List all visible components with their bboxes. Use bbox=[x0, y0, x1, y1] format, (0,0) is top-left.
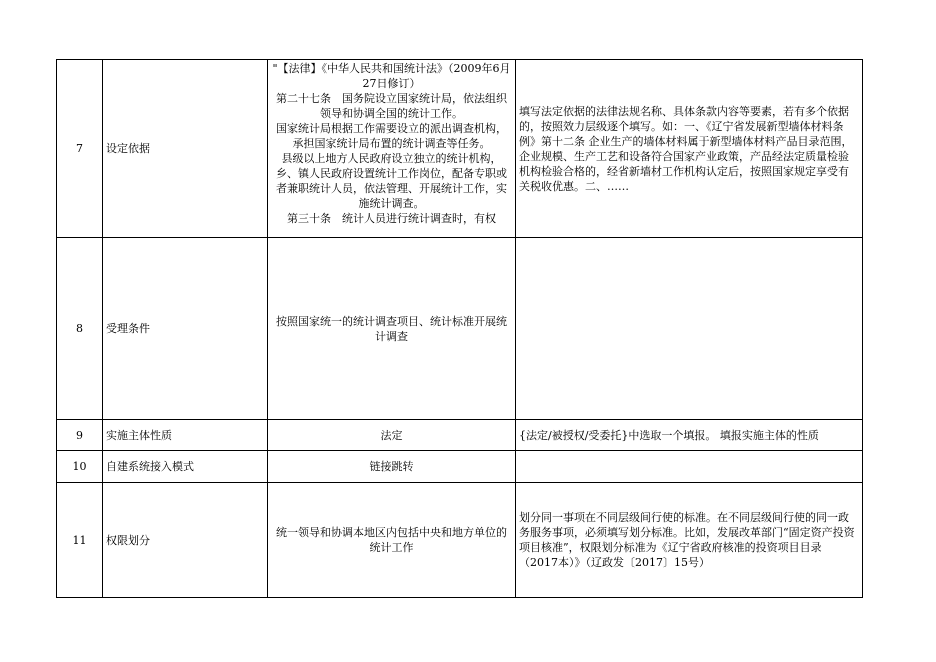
table-row bbox=[57, 238, 863, 420]
row-number-cell[interactable]: 8 bbox=[57, 238, 103, 420]
row-number-cell[interactable]: 9 bbox=[57, 420, 103, 451]
content-line: 第三十条 统计人员进行统计调查时，有权 bbox=[287, 211, 496, 225]
row-number-cell[interactable]: 7 bbox=[57, 60, 103, 238]
item-name-cell[interactable]: 实施主体性质 bbox=[103, 420, 268, 451]
table-row bbox=[57, 451, 863, 483]
content-cell[interactable]: 法定 bbox=[268, 420, 516, 451]
item-name-cell[interactable]: 权限划分 bbox=[103, 483, 268, 598]
row-number-cell[interactable]: 11 bbox=[57, 483, 103, 598]
note-cell[interactable] bbox=[516, 451, 863, 483]
note-cell[interactable]: {法定/被授权/受委托}中选取一个填报。 填报实施主体的性质 bbox=[516, 420, 863, 451]
content-line: 第二十七条 国务院设立国家统计局，依法组织领导和协调全国的统计工作。 bbox=[276, 91, 507, 120]
spreadsheet-table bbox=[56, 59, 863, 598]
item-name-cell[interactable]: 自建系统接入模式 bbox=[103, 451, 268, 483]
content-line: 县级以上地方人民政府设立独立的统计机构，乡、镇人民政府设置统计工作岗位，配备专职或者兼职统计人员，依法管理、开展统计工作，实施统计调查。 bbox=[276, 151, 507, 210]
note-cell[interactable]: 划分同一事项在不同层级间行使的标准。在不同层级间行使的同一政务服务事项，必须填写划分标准。比如，发展改革部门“固定资产投资项目核准”，权限划分标准为《辽宁省政府核准的投资项目目录（2017本）》（辽政发〔2017〕15号） bbox=[516, 483, 863, 598]
content-cell[interactable]: 链接跳转 bbox=[268, 451, 516, 483]
note-cell[interactable] bbox=[516, 238, 863, 420]
table-row bbox=[57, 483, 863, 598]
content-cell[interactable]: 按照国家统一的统计调查项目、统计标准开展统计调查 bbox=[268, 238, 516, 420]
content-cell[interactable]: 统一领导和协调本地区内包括中央和地方单位的统计工作 bbox=[268, 483, 516, 598]
item-name-cell[interactable]: 受理条件 bbox=[103, 238, 268, 420]
content-line: "【法律】《中华人民共和国统计法》（2009年6月27日修订） bbox=[272, 61, 511, 90]
table-row bbox=[57, 60, 863, 238]
content-line: 国家统计局根据工作需要设立的派出调查机构，承担国家统计局布置的统计调查等任务。 bbox=[276, 121, 507, 150]
table-row bbox=[57, 420, 863, 451]
row-number-cell[interactable]: 10 bbox=[57, 451, 103, 483]
note-cell[interactable]: 填写法定依据的法律法规名称、具体条款内容等要素，若有多个依据的，按照效力层级逐个填写。如：一、《辽宁省发展新型墙体材料条例》第十二条 企业生产的墙体材料属于新型墙体材料产品目录范围，企业规模、生产工艺和设备符合国家产业政策，产品经法定质量检验机构检验合格的，经省新墙材工作机构认定后，按照国家规定享受有关税收优惠。二、…… bbox=[516, 60, 863, 238]
content-cell[interactable] bbox=[268, 60, 516, 238]
item-name-cell[interactable]: 设定依据 bbox=[103, 60, 268, 238]
